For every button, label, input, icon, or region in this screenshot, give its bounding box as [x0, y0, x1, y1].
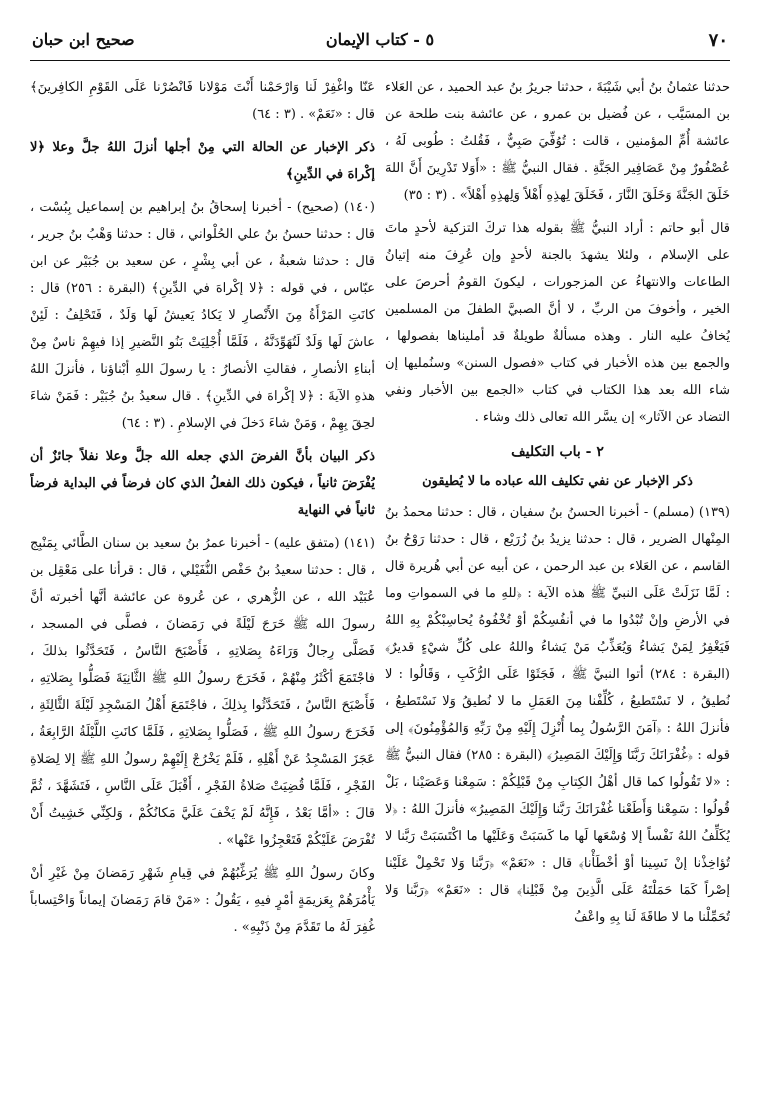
section-heading: ذكر الإخبار عن نفي تكليف الله عباده ما لا يُطيقون: [422, 474, 693, 489]
hadith-141: (١٤١) (متفق عليه) - أخبرنا عمرُ بنُ سعيد بن سنان الطَّائي بِمَنْبِج ، قال : حدثنا سعيدُ بنُ حَفْص النُّفَيْلي ، قال : قرأنا على مَعْقِل بن عُبَيْد الله ، عن الزُّهري ، عن عُروة عن عائشة أنَّها أخبرته أنَّ رسولَ الله ﷺ خَرَجَ لَيْلَةً في رَمَضانَ ، فصلَّى في المسجد ، فَصَلَّى رِجالٌ وَرَاءَهُ بِصَلاتِهِ ، فَأَصْبَحَ النَّاسُ ، فَتَحَدَّثُوا بذلكَ ، فاجْتَمَعَ أكْثَرُ مِنْهُمْ ، فَخَرَجَ رسولُ اللهِ ﷺ الثَّانِيَةَ فَصَلُّوا بِصَلاتِهِ ، فَأَصْبَحَ النَّاسُ ، فَتَحَدَّثُوا بِذلِكَ ، فاجْتَمَعَ أَهْلُ المَسْجِدِ لَيْلَةَ الثَّالِثَةِ ، فَخَرَجَ رسولُ اللهِ ﷺ ، فَصَلُّوا بِصَلاتِهِ ، فَلَمَّا كانَتِ اللَّيْلَةُ الرَّابِعَةُ ، عَجَزَ المَسْجِدُ عَنْ أَهْلِهِ ، فَلَمْ يَخْرُجْ إِلَيْهِمْ رسولُ اللهِ ﷺ إلا لِصَلاةِ الفَجْرِ ، فَلَمَّا قُضِيَتْ صَلاةُ الفَجْرِ ، أَقْبَلَ عَلَى النَّاسِ ، فَتَشَهَّدَ ، ثُمَّ قالَ : «أمَّا بَعْدُ ، فَإِنَّهُ لَمْ يَخْفَ عَلَيَّ مَكانُكُمْ ، وَلكِنِّي خَشِيتُ أَنْ تُفْرَضَ عَلَيْكُمْ فَتَعْجِزُوا عَنْها» .: [30, 536, 375, 848]
hadith-141-addendum: وكانَ رسولُ اللهِ ﷺ يُرَغِّبُهُمْ في قِيامِ شَهْرِ رَمَضانَ مِنْ غَيْرِ أنْ يَأْمُرَهُمْ بِعَزيمَةٍ أمْرٍ فيهِ ، يَقُولُ : «مَنْ قامَ رَمَضانَ إيماناً وَاحْتِساباً غُفِرَ لَهُ ما تَقَدَّمَ مِنْ ذَنْبِهِ» .: [30, 866, 375, 935]
section-heading: ذكر الإخبار عن الحالة التي مِنْ أجلها أنزلَ اللهُ جلَّ وعلا ﴿لا إكْراهَ في الدِّينِ﴾: [30, 140, 375, 182]
hadith-139-continued: عَنّا واغْفِرْ لَنا وَارْحَمْنا أَنْتَ مَوْلانا فَانْصُرْنا عَلَى القَوْمِ الكافِرينَ﴾ قال : «نَعَمْ» . (٣ : ٦٤): [30, 80, 375, 122]
hadith-139: (١٣٩) (مسلم) - أخبرنا الحسنُ بنُ سفيان ، قال : حدثنا محمدُ بنُ المِنْهال الضرير ، قال : حدثنا يزيدُ بنُ زُرَيْع ، قال : حدثنا رَوْحُ بنُ القاسم ، عن العَلاء بن عبد الرحمن ، عن أبيه عن أبي هُريرة قال : لَمَّا نَزَلَتْ عَلَى النبيِّ ﷺ هذه الآية : ﴿للهِ ما في السمواتِ وما في الأرضِ وإنْ تُبْدُوا ما في أنفُسِكُمْ أوْ تُخْفُوهُ يُحاسِبْكُمْ بِهِ اللهُ فَيَغْفِرُ لِمَنْ يَشاءُ وَيُعَذِّبُ مَنْ يَشاءُ واللهُ على كُلِّ شيْءٍ قديرٌ﴾ (البقرة : ٢٨٤) أتوا النبيَّ ﷺ ، فَجَثَوْا عَلَى الرُّكَبِ ، وَقَالُوا : لا نُطيقُ ، لا نَسْتَطيعُ ، كُلِّفْنا مِنَ العَمَلِ ما لا نُطيقُ وَلا نَسْتَطيعُ ، فأنزلَ اللهُ : ﴿آمَنَ الرَّسُولُ بِما أُنْزِلَ إِلَيْهِ مِنْ رَبِّهِ وَالمُؤْمِنُونَ﴾ إلى قوله : ﴿غُفْرَانَكَ رَبَّنَا وَإِلَيْكَ المَصِيرُ﴾ (البقرة : ٢٨٥) فقال النبيُّ ﷺ : «لا تَقُولُوا كما قال أهْلُ الكِتابِ مِنْ قَبْلِكُمْ : سَمِعْنا وَعَصَيْنا ، بَلْ قُولُوا : سَمِعْنا وَأَطَعْنا غُفْرَانَكَ رَبَّنا وَإِلَيْكَ المَصِيرُ» فأنزلَ اللهُ : ﴿لا يُكَلِّفُ اللهُ نَفْساً إلا وُسْعَها لَها ما كَسَبَتْ وَعَلَيْها ما اكْتَسَبَتْ رَبَّنا لا تُؤاخِذْنا إنْ نَسِينا أوْ أخْطَأْنا﴾ قال : «نَعَمْ» ﴿رَبَّنا وَلا تَحْمِلْ عَلَيْنا إصْراً كَمَا حَمَلْتَهُ عَلَى الَّذِينَ مِنْ قَبْلِنا﴾ قال : «نَعَمْ» ﴿رَبَّنا وَلا تُحَمِّلْنا ما لا طاقَةَ لَنا بِهِ واعْفُ: [385, 505, 730, 925]
page-number: ٧٠: [708, 30, 728, 51]
header-divider: [30, 60, 730, 61]
abu-hatim-commentary: قال أبو حاتم : أراد النبيُّ ﷺ بقوله هذا تركَ التزكية لأحدٍ ماتَ على الإسلام ، ولئلا يشهدَ بالجنة لأحدٍ وإن عُرِفَ منه إتيانُ الطاعات والانتهاءُ عن المزجورات ، ليكونَ القومُ أحرصَ على الخير ، وأخوفَ من الربِّ ، لا أنَّ الصبيَّ الطفلَ من المسلمين يُخافُ عليه النار . وهذه مسألةٌ طويلةٌ قد أمليناها بفصولها ، والجمع بين هذه الأخبار في كتاب «فصول السنن» وسنُمليها إن شاء الله بعد هذا الكتاب في كتاب «الجمع بين الأخبار ونفي التضاد عن الآثار» إن يسَّر الله تعالى ذلك وشاء .: [385, 221, 730, 425]
section-heading: ذكر البيان بأنَّ الفرضَ الذي جعله الله جلَّ وعلا نفلاً جائزٌ أن يُفْرَضَ ثانياً ، فيكون ذلك الفعلُ الذي كان فرضاً في البداية فرضاً ثانياً في النهاية: [30, 449, 375, 518]
book-title: صحيح ابن حبان: [32, 30, 135, 49]
chapter-title: ٥ - كتاب الإيمان: [325, 30, 435, 49]
hadith-139-end: حدثنا عثمانُ بنُ أبي شَيْبَةَ ، حدثنا جريرُ بنُ عبد الحميد ، عن العَلاء بن المسَيَّب ، عن فُضيل بن عمرو ، عن عائشة بنت طلحة عن عائشة أُمِّ المؤمنين ، قالت : تُوُفِّيَ صَبِيٌّ ، فَقُلتُ : طُوبى لَهُ ، عُصْفُورٌ مِنْ عَصَافِير الجَنَّةِ . فقال النبيُّ ﷺ : «أَوَلا تَدْرِينَ أَنَّ اللهَ خَلَقَ الجَنَّةَ وَخَلَقَ النَّارَ ، فَخَلَقَ لِهذِهِ أَهْلاً وَلِهذِهِ أَهْلاً» . (٣ : ٣٥): [385, 80, 730, 203]
hadith-140: (١٤٠) (صحيح) - أخبرنا إسحاقُ بنُ إبراهيم بن إسماعيل بِبُسْت ، قال : حدثنا حسنُ بنُ علي الحُلْواني ، قال : حدثنا وَهْبُ بنُ جرير ، قال : حدثنا شعبةُ ، عن أبي بِشْرٍ ، عن سعيد بن جُبَيْر عن ابن عبّاس ، في قوله : ﴿لا إكْراهَ في الدِّينِ﴾ (البقرة : ٢٥٦) قال : كانَتِ المَرْأَةُ مِنَ الأَنْصارِ لا يَكادُ يَعيشُ لَها وَلَدٌ ، فَتَحْلِفُ : لَئِنْ عاشَ لَها وَلَدٌ لَتُهَوِّدَنَّهُ ، فَلَمَّا أُجْلِيَتْ بَنُو النَّضيرِ إذا فيهِمْ ناسٌ مِنْ أبناءِ الأنصارِ ، فقالتِ الأنصارُ : يا رسولَ اللهِ أبْناؤنا ، فأنزلَ اللهُ هذهِ الآيةَ : ﴿لا إكْراهَ في الدِّينِ﴾ . قال سعيدُ بنُ جُبَيْر : فَمَنْ شاءَ لحِقَ بِهِمْ ، وَمَنْ شاءَ دَخلَ في الإسلامِ . (٣ : ٦٤): [30, 200, 375, 431]
page-header: [30, 26, 730, 56]
section-title: ٢ - باب التكليف: [511, 444, 604, 460]
right-column: [385, 74, 730, 1084]
left-column: [30, 74, 375, 1084]
